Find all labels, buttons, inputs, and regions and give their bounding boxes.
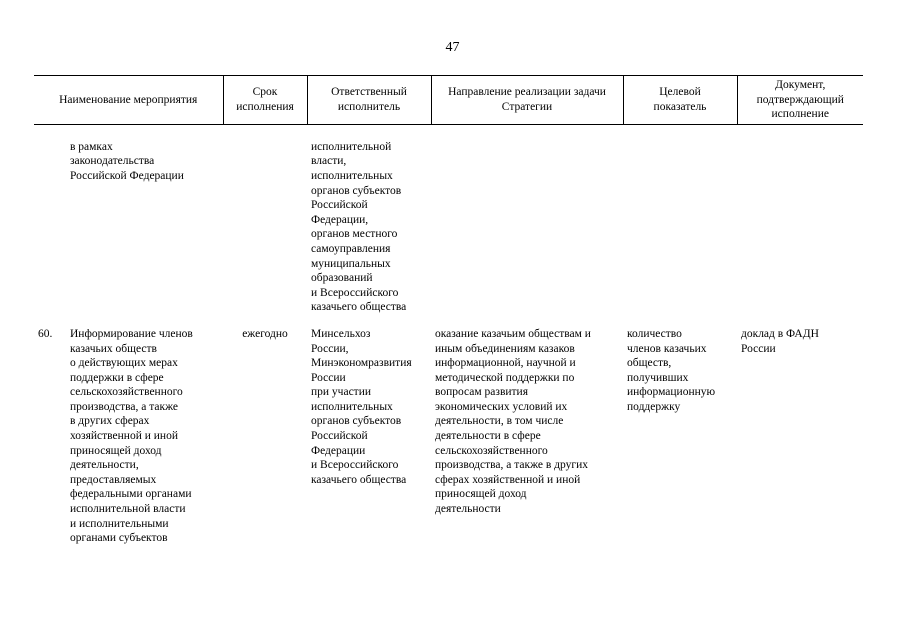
header-indicator: Целевой показатель xyxy=(623,76,737,125)
table-row xyxy=(34,124,863,321)
cell-direction xyxy=(431,124,623,321)
header-document: Документ, подтверждающий исполнение xyxy=(737,76,863,125)
measures-table xyxy=(34,75,863,546)
cell-deadline: ежегодно xyxy=(242,327,288,340)
cell-document: доклад в ФАДН России xyxy=(741,327,819,355)
cell-direction: оказание казачьим обществам и иным объединениям казаков информационной, научной и методической поддержки по вопросам развития экономических условий их деятельности, в том числе деятельности в сфере сельскохозяйственного производства, а также в других сферах хозяйственной и иной приносящей доход деятельности xyxy=(435,327,591,516)
header-direction: Направление реализации задачи Стратегии xyxy=(431,76,623,125)
page-number: 47 xyxy=(445,40,460,55)
measure-name: в рамках законодательства Российской Федерации xyxy=(70,140,184,182)
cell-responsible: Минсельхоз России, Минэкономразвития России при участии исполнительных органов субъектов Российской Федерации и Всероссийского казачьего общества xyxy=(311,327,412,486)
header-name: Наименование мероприятия xyxy=(34,76,223,125)
cell-name xyxy=(34,124,223,321)
cell-indicator: количество членов казачьих обществ, получивших информационную поддержку xyxy=(627,327,716,413)
header-deadline: Срок исполнения xyxy=(223,76,307,125)
measure-name: Информирование членов казачьих обществ о действующих мерах поддержки в сфере сельскохозяйственного производства, а также в других сферах хозяйственной и иной приносящей доход деятельности, предоставляемых федеральными органами исполнительной власти и исполнительными органами субъектов xyxy=(70,327,193,545)
cell-responsible: исполнительной власти, исполнительных органов субъектов Российской Федерации, органов местного самоуправления муниципальных образований и Всероссийского казачьего общества xyxy=(311,140,407,314)
header-responsible: Ответственный исполнитель xyxy=(307,76,431,125)
row-number: 60. xyxy=(38,327,53,340)
cell-document xyxy=(737,124,863,321)
table-header-row xyxy=(34,76,863,125)
row-number xyxy=(38,140,70,184)
table-row xyxy=(34,321,863,546)
cell-deadline xyxy=(223,124,307,321)
cell-name xyxy=(34,321,223,546)
cell-indicator xyxy=(623,124,737,321)
